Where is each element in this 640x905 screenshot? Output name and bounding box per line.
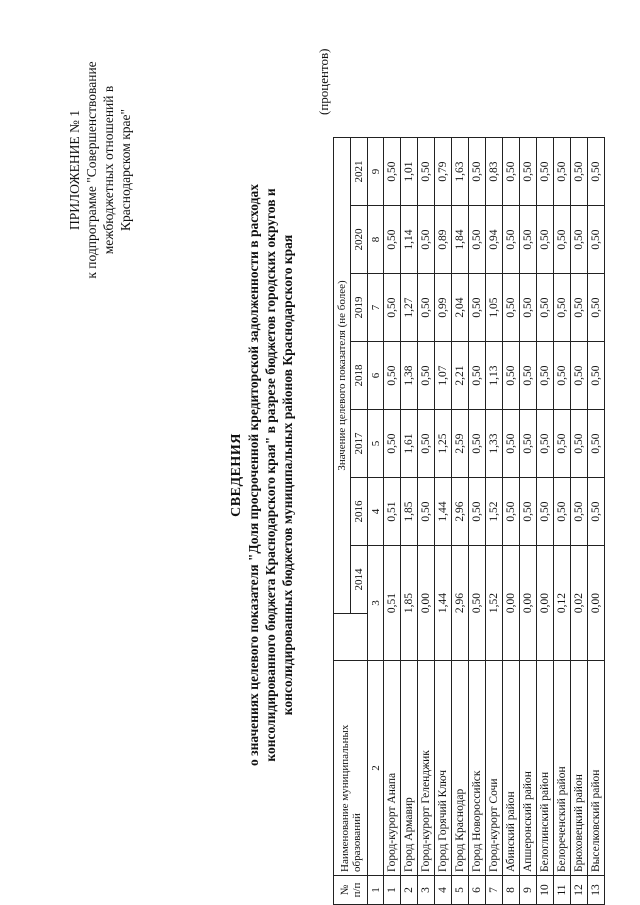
- municipality-name: Белоглинский район: [537, 661, 554, 876]
- indicator-value: 1,27: [401, 274, 418, 342]
- indicator-value: 0,50: [537, 478, 554, 546]
- municipality-name: Белореченский район: [554, 661, 571, 876]
- row-number: 13: [588, 876, 605, 905]
- title-heading: СВЕДЕНИЯ: [229, 433, 244, 517]
- row-number: 4: [435, 876, 452, 905]
- appendix-line: межбюджетных отношений в: [101, 85, 116, 255]
- municipality-name: Город-курорт Геленджик: [418, 661, 435, 876]
- year-header: 2017: [351, 410, 368, 478]
- row-number: 6: [469, 876, 486, 905]
- indicator-value: 0,50: [588, 274, 605, 342]
- indicator-value: 0,50: [588, 410, 605, 478]
- column-index: 4: [368, 478, 384, 546]
- indicator-value: 0,50: [571, 410, 588, 478]
- year-header: 2020: [351, 206, 368, 274]
- indicator-value: 0,00: [588, 546, 605, 661]
- indicator-value: 1,07: [435, 342, 452, 410]
- indicator-value: 0,50: [520, 342, 537, 410]
- indicator-value: 0,00: [418, 546, 435, 661]
- indicator-value: 0,50: [554, 342, 571, 410]
- indicator-value: 1,44: [435, 546, 452, 661]
- table-body: [368, 138, 605, 905]
- indicator-value: 0,50: [469, 478, 486, 546]
- column-index: 6: [368, 342, 384, 410]
- indicator-value: 0,50: [537, 410, 554, 478]
- indicator-value: 1,01: [401, 138, 418, 206]
- indicator-value: 1,85: [401, 546, 418, 661]
- indicator-value: 0,50: [554, 478, 571, 546]
- indicator-value: 1,38: [401, 342, 418, 410]
- municipality-name: Абинский район: [503, 661, 520, 876]
- indicator-value: 0,02: [571, 546, 588, 661]
- indicator-value: 0,50: [418, 138, 435, 206]
- indicator-value: 0,50: [384, 342, 401, 410]
- indicator-value: 0,50: [384, 138, 401, 206]
- municipality-name: Город Горячий Ключ: [435, 661, 452, 876]
- indicator-table: [333, 137, 605, 905]
- table-row: [452, 138, 469, 905]
- indicator-value: 0,50: [554, 206, 571, 274]
- indicator-value: 0,50: [588, 342, 605, 410]
- document-title: [228, 155, 296, 795]
- indicator-value: 0,89: [435, 206, 452, 274]
- indicator-value: 0,50: [571, 342, 588, 410]
- municipality-name: Город Новороссийск: [469, 661, 486, 876]
- indicator-value: 0,50: [554, 274, 571, 342]
- column-index: 1: [368, 876, 384, 905]
- indicator-value: 0,50: [537, 274, 554, 342]
- row-number: 7: [486, 876, 503, 905]
- indicator-value: 0,50: [520, 138, 537, 206]
- indicator-value: 1,05: [486, 274, 503, 342]
- column-index-row: [368, 138, 384, 905]
- indicator-value: 0,50: [469, 546, 486, 661]
- row-number: 11: [554, 876, 571, 905]
- row-number: 8: [503, 876, 520, 905]
- table-row: [503, 138, 520, 905]
- appendix-block: [66, 45, 134, 295]
- row-number: 3: [418, 876, 435, 905]
- row-number: 2: [401, 876, 418, 905]
- indicator-value: 0,50: [418, 274, 435, 342]
- indicator-value: 1,85: [401, 478, 418, 546]
- indicator-value: 0,50: [537, 342, 554, 410]
- indicator-value: 0,51: [384, 478, 401, 546]
- indicator-value: 0,50: [554, 138, 571, 206]
- indicator-value: 0,00: [520, 546, 537, 661]
- indicator-value: 0,50: [384, 206, 401, 274]
- row-number: 12: [571, 876, 588, 905]
- table-row: [571, 138, 588, 905]
- indicator-value: 0,50: [469, 138, 486, 206]
- indicator-value: 2,96: [452, 478, 469, 546]
- indicator-value: 0,50: [503, 206, 520, 274]
- table-row: [401, 138, 418, 905]
- column-index: 9: [368, 138, 384, 206]
- table-row: [418, 138, 435, 905]
- municipality-name: Апшеронский район: [520, 661, 537, 876]
- indicator-value: 2,96: [452, 546, 469, 661]
- row-number: 10: [537, 876, 554, 905]
- municipality-name: Брюховецкий район: [571, 661, 588, 876]
- indicator-value: 0,51: [384, 546, 401, 661]
- indicator-value: 0,50: [384, 274, 401, 342]
- column-index: 5: [368, 410, 384, 478]
- indicator-value: 0,50: [418, 206, 435, 274]
- header-group: Значение целевого показателя (не более): [334, 138, 351, 614]
- title-line: консолидированных бюджетов муниципальных районов Краснодарского края: [280, 234, 295, 716]
- indicator-value: 1,13: [486, 342, 503, 410]
- indicator-value: 0,99: [435, 274, 452, 342]
- indicator-value: 0,50: [520, 274, 537, 342]
- appendix-line: Краснодарском крае": [118, 109, 133, 232]
- indicator-value: 0,50: [520, 478, 537, 546]
- indicator-value: 2,59: [452, 410, 469, 478]
- indicator-value: 0,50: [537, 138, 554, 206]
- indicator-value: 0,50: [537, 206, 554, 274]
- indicator-value: 0,00: [503, 546, 520, 661]
- title-line: о значениях целевого показателя "Доля просроченной кредиторской задолженности в расходах: [246, 184, 261, 766]
- indicator-value: 1,63: [452, 138, 469, 206]
- indicator-value: 0,50: [588, 478, 605, 546]
- indicator-value: 0,50: [384, 410, 401, 478]
- indicator-value: 0,50: [503, 410, 520, 478]
- municipality-name: Город-курорт Сочи: [486, 661, 503, 876]
- indicator-value: 0,50: [588, 138, 605, 206]
- table-row: [537, 138, 554, 905]
- column-index: 7: [368, 274, 384, 342]
- table-row: [520, 138, 537, 905]
- indicator-value: 2,04: [452, 274, 469, 342]
- indicator-value: 2,21: [452, 342, 469, 410]
- indicator-value: 1,33: [486, 410, 503, 478]
- table-row: [588, 138, 605, 905]
- appendix-line: к подпрограмме "Совершенствование: [84, 61, 99, 279]
- column-index: 3: [368, 546, 384, 661]
- municipality-name: Город Краснодар: [452, 661, 469, 876]
- indicator-value: 0,50: [503, 342, 520, 410]
- table-row: [435, 138, 452, 905]
- indicator-value: 0,94: [486, 206, 503, 274]
- table-row: [469, 138, 486, 905]
- header-gap: [334, 614, 368, 661]
- year-header: 2021: [351, 138, 368, 206]
- indicator-value: 0,50: [469, 342, 486, 410]
- table-row: [384, 138, 401, 905]
- indicator-value: 0,00: [537, 546, 554, 661]
- title-line: консолидированного бюджета Краснодарского края" в разрезе бюджетов городских округов и: [263, 188, 278, 762]
- indicator-value: 0,83: [486, 138, 503, 206]
- indicator-value: 0,50: [469, 274, 486, 342]
- year-header: 2019: [351, 274, 368, 342]
- indicator-value: 0,50: [554, 410, 571, 478]
- units-label: (процентов): [316, 48, 331, 115]
- indicator-value: 0,50: [520, 206, 537, 274]
- row-number: 1: [384, 876, 401, 905]
- table-row: [554, 138, 571, 905]
- indicator-value: 1,52: [486, 478, 503, 546]
- row-number: 5: [452, 876, 469, 905]
- indicator-value: 1,14: [401, 206, 418, 274]
- indicator-value: 0,50: [503, 478, 520, 546]
- indicator-value: 0,50: [571, 478, 588, 546]
- municipality-name: Город-курорт Анапа: [384, 661, 401, 876]
- indicator-value: 0,50: [418, 410, 435, 478]
- header-name: Наименование муниципальных образований: [334, 661, 368, 876]
- indicator-value: 0,50: [418, 478, 435, 546]
- appendix-number: ПРИЛОЖЕНИЕ № 1: [67, 109, 82, 231]
- indicator-value: 0,50: [469, 410, 486, 478]
- indicator-value: 0,50: [503, 274, 520, 342]
- indicator-value: 0,12: [554, 546, 571, 661]
- municipality-name: Город Армавир: [401, 661, 418, 876]
- indicator-value: 0,50: [571, 274, 588, 342]
- indicator-value: 0,79: [435, 138, 452, 206]
- indicator-value: 1,44: [435, 478, 452, 546]
- indicator-value: 1,25: [435, 410, 452, 478]
- column-index: 8: [368, 206, 384, 274]
- column-index: 2: [368, 661, 384, 876]
- indicator-value: 0,50: [571, 206, 588, 274]
- indicator-value: 0,50: [418, 342, 435, 410]
- indicator-value: 0,50: [588, 206, 605, 274]
- header-num: № п/п: [334, 876, 368, 905]
- indicator-value: 1,52: [486, 546, 503, 661]
- indicator-value: 1,61: [401, 410, 418, 478]
- table-row: [486, 138, 503, 905]
- indicator-value: 0,50: [503, 138, 520, 206]
- indicator-value: 0,50: [571, 138, 588, 206]
- indicator-value: 1,84: [452, 206, 469, 274]
- row-number: 9: [520, 876, 537, 905]
- indicator-value: 0,50: [469, 206, 486, 274]
- indicator-value: 0,50: [520, 410, 537, 478]
- year-header: 2016: [351, 478, 368, 546]
- municipality-name: Выселковский район: [588, 661, 605, 876]
- year-header: 2014: [351, 546, 368, 614]
- year-header: 2018: [351, 342, 368, 410]
